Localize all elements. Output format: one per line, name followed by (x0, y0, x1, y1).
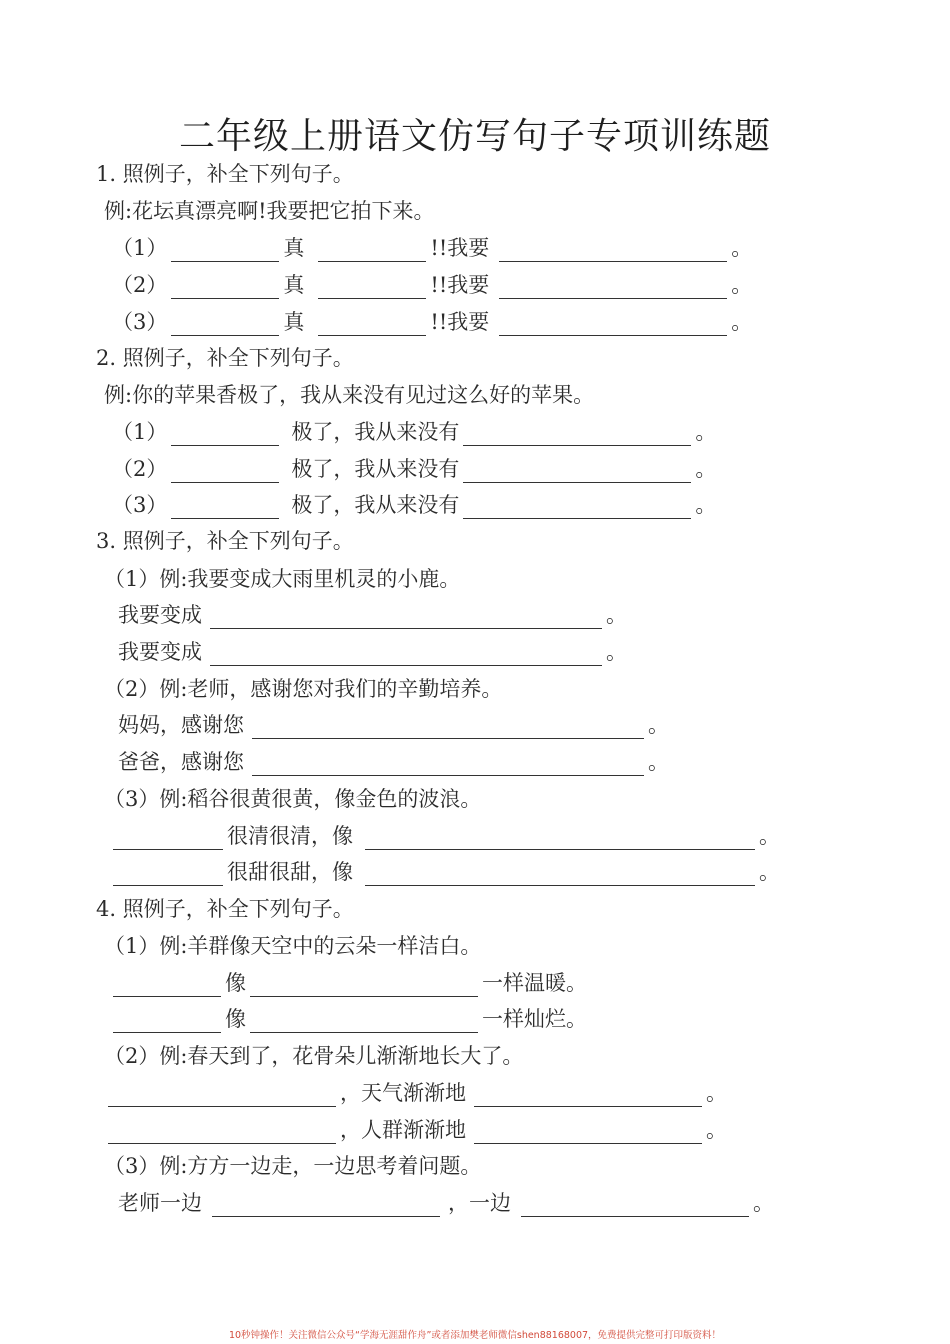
q3-part3-row-2 (113, 858, 780, 886)
answer-blank[interactable] (499, 239, 727, 262)
row-number: （1） (112, 420, 168, 444)
row-text: 像 (225, 971, 246, 995)
answer-blank[interactable] (171, 423, 279, 446)
row-number: （3） (112, 493, 168, 517)
answer-blank[interactable] (212, 1194, 440, 1217)
row-end: 。 (759, 860, 780, 884)
q1-row-1 (112, 234, 752, 262)
row-text: 真 (283, 310, 305, 334)
q1-row-3 (112, 308, 752, 336)
answer-blank[interactable] (113, 1010, 221, 1033)
footer-notice: 10秒钟操作！关注微信公众号“学海无涯甜作舟”或者添加樊老师微信shen88168007，免费提供完整可打印版资料！ (228, 1330, 722, 1341)
row-text: ，人群渐渐地 (340, 1118, 466, 1142)
answer-blank[interactable] (210, 606, 602, 629)
row-text: 极了，我从来没有 (291, 493, 460, 517)
row-text: 像 (225, 1007, 246, 1031)
answer-blank[interactable] (521, 1194, 749, 1217)
answer-blank[interactable] (499, 276, 727, 299)
answer-blank[interactable] (108, 1121, 336, 1144)
q3-heading: 3. 照例子，补全下列句子。 (96, 529, 354, 553)
answer-blank[interactable] (318, 276, 426, 299)
row-text: !!我要 (430, 236, 490, 260)
row-number: （2） (112, 273, 168, 297)
row-text: 很甜很甜，像 (227, 860, 353, 884)
answer-blank[interactable] (318, 239, 426, 262)
answer-blank[interactable] (171, 313, 279, 336)
q4-heading: 4. 照例子，补全下列句子。 (96, 897, 354, 921)
row-end: 。 (606, 603, 627, 627)
row-end: 。 (706, 1081, 727, 1105)
row-text: 一样灿烂。 (482, 1007, 587, 1031)
row-number: （3） (112, 310, 168, 334)
answer-blank[interactable] (499, 313, 727, 336)
q4-part3-example: （3）例:方方一边走，一边思考着问题。 (104, 1154, 482, 1178)
answer-blank[interactable] (463, 423, 691, 446)
q1-example: 例:花坛真漂亮啊!我要把它拍下来。 (104, 199, 435, 223)
q4-part2-row-2 (108, 1116, 727, 1144)
row-text: 真 (283, 236, 305, 260)
answer-blank[interactable] (171, 496, 279, 519)
q3-part1-row-1 (118, 601, 627, 629)
answer-blank[interactable] (250, 974, 478, 997)
row-text: 爸爸，感谢您 (118, 750, 244, 774)
answer-blank[interactable] (171, 460, 279, 483)
answer-blank[interactable] (463, 460, 691, 483)
answer-blank[interactable] (113, 974, 221, 997)
q3-part3-example: （3）例:稻谷很黄很黄，像金色的波浪。 (104, 787, 482, 811)
row-text: 老师一边 (118, 1191, 202, 1215)
row-text: 很清很清，像 (227, 824, 353, 848)
row-text: 极了，我从来没有 (291, 420, 460, 444)
page-title: 二年级上册语文仿写句子专项训练题 (178, 116, 771, 157)
answer-blank[interactable] (250, 1010, 478, 1033)
row-text: !!我要 (430, 310, 490, 334)
answer-blank[interactable] (171, 239, 279, 262)
answer-blank[interactable] (463, 496, 691, 519)
answer-blank[interactable] (210, 643, 602, 666)
answer-blank[interactable] (171, 276, 279, 299)
row-text: !!我要 (430, 273, 490, 297)
answer-blank[interactable] (474, 1084, 702, 1107)
row-end: 。 (606, 640, 627, 664)
q4-part2-example: （2）例:春天到了，花骨朵儿渐渐地长大了。 (104, 1044, 524, 1068)
row-number: （1） (112, 236, 168, 260)
q2-row-3 (112, 491, 716, 519)
q1-row-2 (112, 271, 752, 299)
row-text: ，天气渐渐地 (340, 1081, 466, 1105)
q4-part1-example: （1）例:羊群像天空中的云朵一样洁白。 (104, 934, 482, 958)
row-text: 我要变成 (118, 603, 202, 627)
q3-part3-row-1 (113, 822, 780, 850)
row-end: 。 (695, 457, 717, 481)
row-end: 。 (648, 713, 669, 737)
row-text: 真 (283, 273, 305, 297)
answer-blank[interactable] (108, 1084, 336, 1107)
answer-blank[interactable] (318, 313, 426, 336)
row-end: 。 (731, 310, 753, 334)
row-text: 一样温暖。 (482, 971, 587, 995)
row-text: 妈妈，感谢您 (118, 713, 244, 737)
row-end: 。 (695, 420, 717, 444)
row-end: 。 (695, 493, 717, 517)
q2-row-2 (112, 455, 716, 483)
q3-part2-row-2 (118, 748, 669, 776)
row-number: （2） (112, 457, 168, 481)
row-end: 。 (759, 824, 780, 848)
q1-heading: 1. 照例子，补全下列句子。 (96, 162, 354, 186)
row-text: ，一边 (448, 1191, 511, 1215)
row-end: 。 (731, 236, 753, 260)
row-end: 。 (648, 750, 669, 774)
answer-blank[interactable] (252, 753, 644, 776)
q4-part1-row-1 (113, 969, 587, 997)
q4-part2-row-1 (108, 1079, 727, 1107)
row-end: 。 (706, 1118, 727, 1142)
q3-part1-row-2 (118, 638, 627, 666)
row-end: 。 (731, 273, 753, 297)
q3-part2-row-1 (118, 711, 669, 739)
row-end: 。 (753, 1191, 774, 1215)
answer-blank[interactable] (365, 863, 755, 886)
row-text: 我要变成 (118, 640, 202, 664)
answer-blank[interactable] (365, 827, 755, 850)
answer-blank[interactable] (474, 1121, 702, 1144)
q4-part1-row-2 (113, 1005, 587, 1033)
answer-blank[interactable] (113, 827, 223, 850)
q2-example: 例:你的苹果香极了，我从来没有见过这么好的苹果。 (104, 383, 595, 407)
answer-blank[interactable] (252, 716, 644, 739)
q3-part2-example: （2）例:老师，感谢您对我们的辛勤培养。 (104, 677, 503, 701)
q2-heading: 2. 照例子，补全下列句子。 (96, 346, 354, 370)
q2-row-1 (112, 418, 716, 446)
row-text: 极了，我从来没有 (291, 457, 460, 481)
q4-part3-row (118, 1189, 774, 1217)
q3-part1-example: （1）例:我要变成大雨里机灵的小鹿。 (104, 567, 461, 591)
answer-blank[interactable] (113, 863, 223, 886)
